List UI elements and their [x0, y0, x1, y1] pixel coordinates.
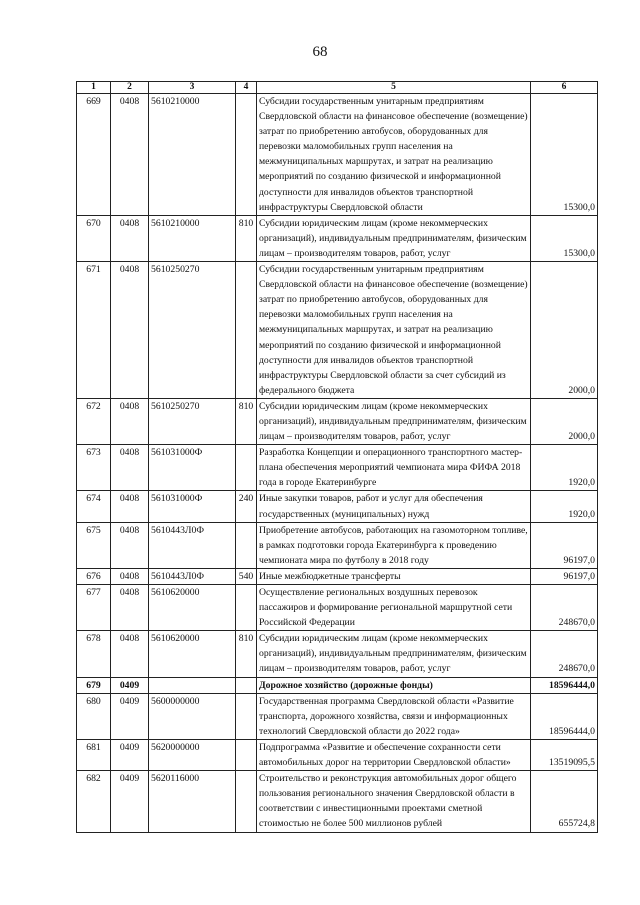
- item-name: Разработка Концепции и операционного транспортного мастер-плана обеспечения мероприятий чемпионата мира ФИФА 2018 года в городе Екатеринбурге: [257, 445, 531, 491]
- row-number: 675: [77, 522, 111, 568]
- row-number: 680: [77, 693, 111, 739]
- col-header-5: 5: [257, 82, 531, 94]
- item-name: Субсидии государственным унитарным предприятиям Свердловской области на финансовое обеспечение (возмещение) затрат по приобретению автобусов, оборудованных для перевозки маломобильных групп населения на межмуниципальных маршрутах, и затрат на реализацию мероприятий по созданию физической и информационной доступности для инвалидов объектов транспортной инфраструктуры Свердловской области за счет субсидий из федерального бюджета: [257, 262, 531, 399]
- row-number: 672: [77, 398, 111, 444]
- page-number: 68: [312, 44, 328, 60]
- col-header-4: 4: [236, 82, 257, 94]
- table-row: [77, 693, 598, 739]
- table-row: [77, 215, 598, 261]
- target-article-code: 5610210000: [149, 94, 236, 216]
- expense-type-code: 810: [236, 631, 257, 677]
- amount: 248670,0: [531, 585, 598, 631]
- section-code: 0408: [111, 491, 149, 522]
- target-article-code: 5610443Л0Ф: [149, 522, 236, 568]
- target-article-code: 5610620000: [149, 585, 236, 631]
- row-number: 679: [77, 677, 111, 693]
- table-row: [77, 262, 598, 399]
- row-number: 678: [77, 631, 111, 677]
- amount: 15300,0: [531, 94, 598, 216]
- amount: 2000,0: [531, 262, 598, 399]
- table-row: [77, 739, 598, 770]
- expense-type-code: [236, 693, 257, 739]
- section-code: 0408: [111, 522, 149, 568]
- col-header-2: 2: [111, 82, 149, 94]
- table-header-row: [77, 82, 598, 94]
- amount: 655724,8: [531, 771, 598, 832]
- target-article-code: 561031000Ф: [149, 491, 236, 522]
- item-name: Подпрограмма «Развитие и обеспечение сохранности сети автомобильных дорог на территории Свердловской области»: [257, 739, 531, 770]
- item-name: Субсидии государственным унитарным предприятиям Свердловской области на финансовое обеспечение (возмещение) затрат по приобретению автобусов, оборудованных для перевозки маломобильных групп населения на межмуниципальных маршрутах, и затрат на реализацию мероприятий по созданию физической и информационной доступности для инвалидов объектов транспортной инфраструктуры Свердловской области: [257, 94, 531, 216]
- col-header-3: 3: [149, 82, 236, 94]
- row-number: 674: [77, 491, 111, 522]
- section-code: 0408: [111, 398, 149, 444]
- item-name: Строительство и реконструкция автомобильных дорог общего пользования регионального значения Свердловской области в соответствии с инвестиционными проектами сметной стоимостью не более 500 миллионов рублей: [257, 771, 531, 832]
- expense-type-code: [236, 585, 257, 631]
- target-article-code: 5600000000: [149, 693, 236, 739]
- section-code: 0408: [111, 94, 149, 216]
- amount: 96197,0: [531, 522, 598, 568]
- row-number: 681: [77, 739, 111, 770]
- amount: 18596444,0: [531, 693, 598, 739]
- table-row: [77, 771, 598, 832]
- section-code: 0409: [111, 771, 149, 832]
- amount: 2000,0: [531, 398, 598, 444]
- row-number: 677: [77, 585, 111, 631]
- col-header-1: 1: [77, 82, 111, 94]
- section-code: 0409: [111, 693, 149, 739]
- amount: 1920,0: [531, 445, 598, 491]
- section-code: 0408: [111, 445, 149, 491]
- target-article-code: [149, 677, 236, 693]
- expense-type-code: [236, 445, 257, 491]
- item-name: Осуществление региональных воздушных перевозок пассажиров и формирование региональной маршрутной сети Российской Федерации: [257, 585, 531, 631]
- expense-type-code: [236, 262, 257, 399]
- row-number: 670: [77, 215, 111, 261]
- row-number: 669: [77, 94, 111, 216]
- amount: 18596444,0: [531, 677, 598, 693]
- table-row: [77, 631, 598, 677]
- section-code: 0408: [111, 631, 149, 677]
- col-header-6: 6: [531, 82, 598, 94]
- target-article-code: 5610210000: [149, 215, 236, 261]
- item-name: Иные закупки товаров, работ и услуг для обеспечения государственных (муниципальных) нужд: [257, 491, 531, 522]
- item-name: Дорожное хозяйство (дорожные фонды): [257, 677, 531, 693]
- expense-type-code: [236, 771, 257, 832]
- amount: 96197,0: [531, 568, 598, 584]
- item-name: Субсидии юридическим лицам (кроме некоммерческих организаций), индивидуальным предпринимателям, физическим лицам – производителям товаров, работ, услуг: [257, 631, 531, 677]
- target-article-code: 5610443Л0Ф: [149, 568, 236, 584]
- table-row: [77, 398, 598, 444]
- amount: 1920,0: [531, 491, 598, 522]
- table-row: [77, 585, 598, 631]
- table-row: [77, 445, 598, 491]
- table-row: [77, 568, 598, 584]
- table-row: [77, 491, 598, 522]
- target-article-code: 5620116000: [149, 771, 236, 832]
- item-name: Государственная программа Свердловской области «Развитие транспорта, дорожного хозяйства, связи и информационных технологий Свердловской области до 2022 года»: [257, 693, 531, 739]
- expense-type-code: 810: [236, 215, 257, 261]
- expense-type-code: 540: [236, 568, 257, 584]
- item-name: Иные межбюджетные трансферты: [257, 568, 531, 584]
- amount: 15300,0: [531, 215, 598, 261]
- row-number: 673: [77, 445, 111, 491]
- row-number: 671: [77, 262, 111, 399]
- row-number: 676: [77, 568, 111, 584]
- section-code: 0408: [111, 262, 149, 399]
- expense-type-code: [236, 94, 257, 216]
- expense-type-code: [236, 677, 257, 693]
- table-row: [77, 677, 598, 693]
- table-row: [77, 522, 598, 568]
- item-name: Субсидии юридическим лицам (кроме некоммерческих организаций), индивидуальным предпринимателям, физическим лицам – производителям товаров, работ, услуг: [257, 398, 531, 444]
- section-code: 0408: [111, 568, 149, 584]
- expense-type-code: [236, 739, 257, 770]
- amount: 13519095,5: [531, 739, 598, 770]
- item-name: Субсидии юридическим лицам (кроме некоммерческих организаций), индивидуальным предпринимателям, физическим лицам – производителям товаров, работ, услуг: [257, 215, 531, 261]
- expense-type-code: [236, 522, 257, 568]
- row-number: 682: [77, 771, 111, 832]
- section-code: 0408: [111, 215, 149, 261]
- section-code: 0408: [111, 585, 149, 631]
- section-code: 0409: [111, 739, 149, 770]
- target-article-code: 5610620000: [149, 631, 236, 677]
- target-article-code: 5610250270: [149, 262, 236, 399]
- section-code: 0409: [111, 677, 149, 693]
- budget-table: [76, 81, 598, 833]
- table-row: [77, 94, 598, 216]
- expense-type-code: 240: [236, 491, 257, 522]
- target-article-code: 5620000000: [149, 739, 236, 770]
- target-article-code: 561031000Ф: [149, 445, 236, 491]
- item-name: Приобретение автобусов, работающих на газомоторном топливе, в рамках подготовки города Екатеринбурга к проведению чемпионата мира по футболу в 2018 году: [257, 522, 531, 568]
- expense-type-code: 810: [236, 398, 257, 444]
- target-article-code: 5610250270: [149, 398, 236, 444]
- amount: 248670,0: [531, 631, 598, 677]
